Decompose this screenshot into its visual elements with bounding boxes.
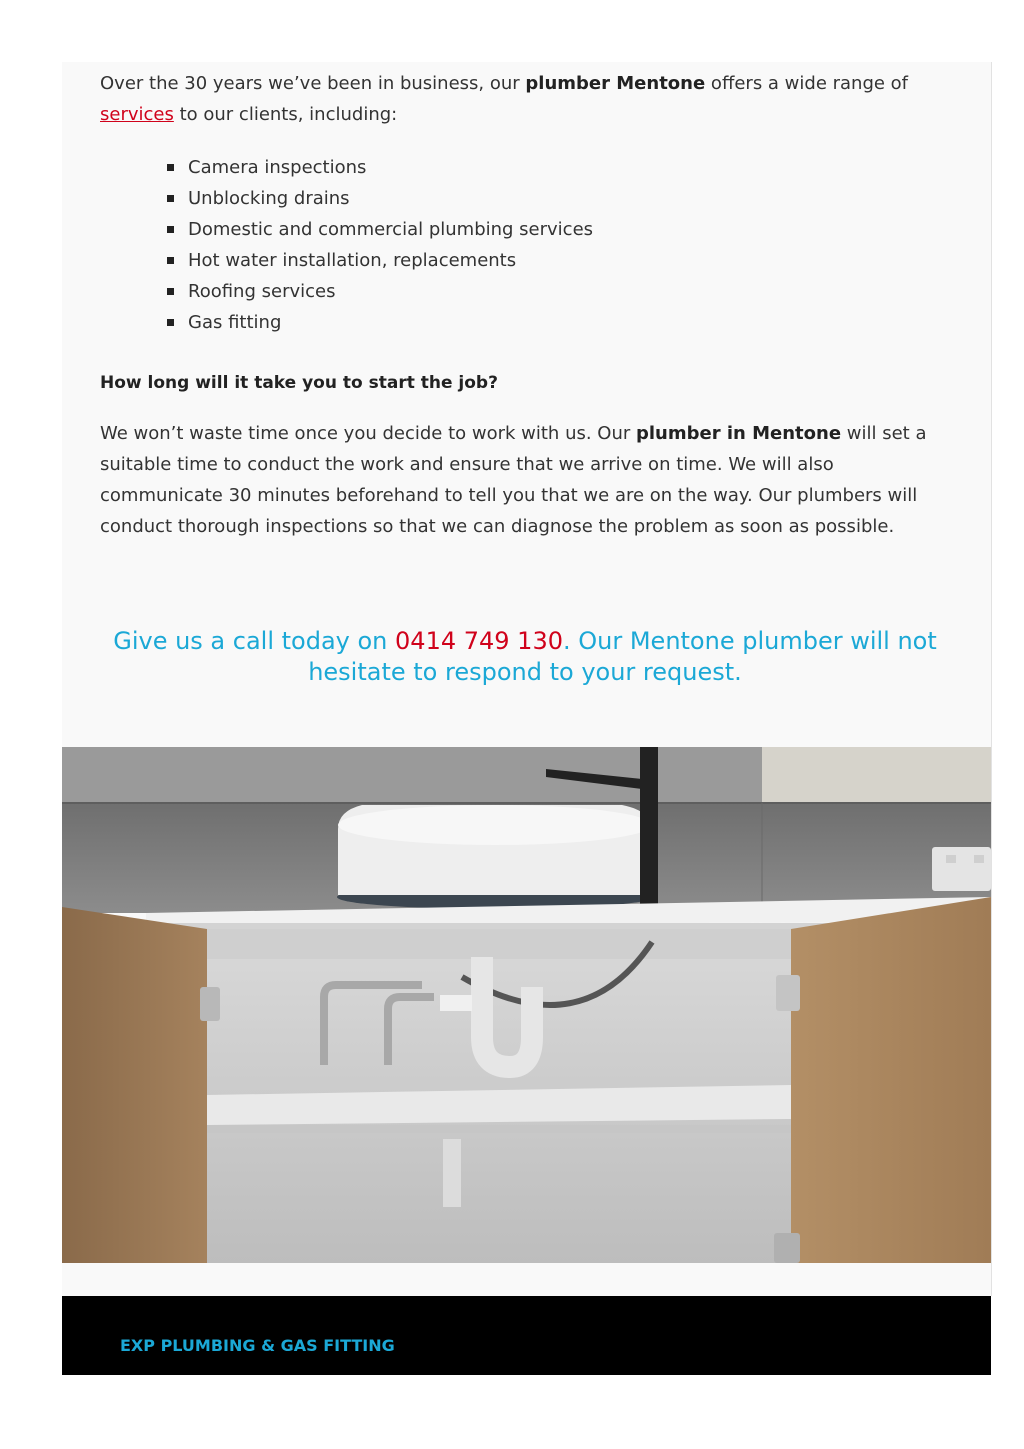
square-bullet-icon xyxy=(167,319,174,326)
square-bullet-icon xyxy=(167,195,174,202)
list-item-label: Roofing services xyxy=(188,281,336,302)
cta-text-end: . Our Mentone plumber will not hesitate to respond to your request. xyxy=(308,627,937,686)
list-item xyxy=(162,152,950,183)
footer-brand-name[interactable]: EXP PLUMBING & GAS FITTING xyxy=(120,1336,395,1355)
list-item-label: Hot water installation, replacements xyxy=(188,250,517,271)
list-item-label: Camera inspections xyxy=(188,157,367,178)
services-link[interactable]: services xyxy=(100,104,174,125)
intro-paragraph xyxy=(100,68,950,130)
list-item-label: Gas fitting xyxy=(188,312,282,333)
square-bullet-icon xyxy=(167,226,174,233)
list-item xyxy=(162,183,950,214)
site-footer xyxy=(62,1296,991,1375)
square-bullet-icon xyxy=(167,257,174,264)
bathroom-vanity-photo xyxy=(62,747,991,1263)
answer-text-end: will set a suitable time to conduct the work and ensure that we arrive on time. We will also communicate 30 minutes beforehand to tell you that we are on the way. Our plumbers will conduct thorough inspections so that we can diagnose the problem as soon as possible. xyxy=(100,423,927,537)
cta-text-start: Give us a call today on xyxy=(113,627,396,655)
faq-answer-paragraph xyxy=(100,418,950,542)
list-item xyxy=(162,276,950,307)
intro-text-middle: offers a wide range of xyxy=(705,73,909,94)
faq-question-heading: How long will it take you to start the job? xyxy=(100,373,498,393)
call-to-action xyxy=(100,626,950,688)
list-item xyxy=(162,307,950,338)
list-item xyxy=(162,214,950,245)
services-list xyxy=(100,152,950,338)
phone-number-link[interactable]: 0414 749 130 xyxy=(395,627,563,655)
main-content xyxy=(100,68,950,542)
list-item xyxy=(162,245,950,276)
list-item-label: Domestic and commercial plumbing services xyxy=(188,219,594,240)
answer-text-start: We won’t waste time once you decide to work with us. Our xyxy=(100,423,636,444)
square-bullet-icon xyxy=(167,288,174,295)
intro-text-start: Over the 30 years we’ve been in business, our xyxy=(100,73,526,94)
square-bullet-icon xyxy=(167,164,174,171)
list-item-label: Unblocking drains xyxy=(188,188,350,209)
intro-text-end: to our clients, including: xyxy=(173,104,398,125)
intro-bold-keyword: plumber Mentone xyxy=(525,73,706,94)
answer-bold-keyword: plumber in Mentone xyxy=(636,423,842,444)
